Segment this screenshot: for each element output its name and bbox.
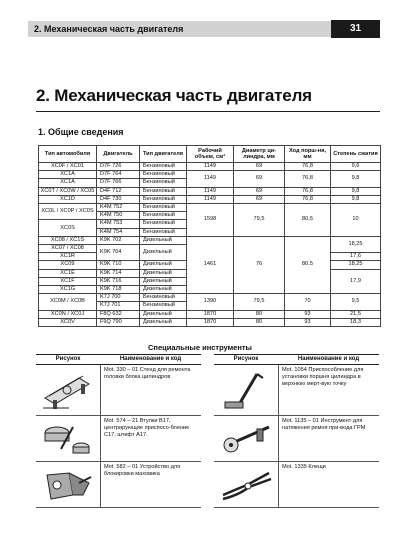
cell-stroke: 93: [285, 310, 331, 318]
cell-car: XC0T / XC0W / XC05: [39, 187, 97, 195]
tool-row: [214, 416, 379, 462]
cell-engine: D7F 764: [97, 171, 140, 179]
cell-ratio: 18,25: [331, 236, 381, 252]
cell-type: Дизельный: [140, 277, 187, 285]
cell-engine: K9K 718: [97, 286, 140, 294]
cell-ratio: 9,8: [331, 171, 381, 187]
table-row: [39, 310, 381, 318]
col-header-engine: Двигатель: [97, 146, 140, 163]
cell-car: XC1R: [39, 253, 97, 261]
cell-car: XC1E: [39, 269, 97, 277]
cell-car: XC1F: [39, 277, 97, 285]
cell-engine: K9K 716: [97, 277, 140, 285]
table-row: [39, 236, 381, 244]
cell-volume: 1870: [187, 318, 234, 326]
cell-bore: 80: [234, 318, 285, 326]
cell-type: Бензиновый: [140, 179, 187, 187]
cell-engine: K7J 701: [97, 302, 140, 310]
running-header-title: 2. Механическая часть двигателя: [34, 24, 184, 34]
cell-bore: 76: [234, 236, 285, 293]
cell-type: Бензиновый: [140, 163, 187, 171]
cell-stroke: 93: [285, 318, 331, 326]
cell-type: Дизельный: [140, 286, 187, 294]
tool-row: [36, 365, 201, 416]
tool-name: Mot. 330 – 01 Стенд для ремонта головки блока цилиндров: [104, 367, 191, 380]
cell-engine: K4M 754: [97, 228, 140, 236]
cell-stroke: 76,8: [285, 171, 331, 187]
cell-car: XC1A: [39, 171, 97, 179]
table-row: [39, 163, 381, 171]
col-header-ratio: Степень сжатия: [331, 146, 381, 163]
cell-ratio: 17,6: [331, 253, 381, 261]
cell-engine: K9K 704: [97, 245, 140, 261]
cell-type: Дизельный: [140, 245, 187, 261]
tool-row: [214, 365, 379, 416]
cell-volume: 1149: [187, 195, 234, 203]
page-number: 31: [331, 20, 380, 38]
table-row: [39, 294, 381, 302]
cell-car: XC07 / XC08: [39, 245, 97, 253]
table-header-row: [39, 146, 381, 163]
cell-bore: 79,5: [234, 294, 285, 310]
table-row: [39, 195, 381, 203]
tool-name: Mot. 1335 Клещи: [282, 464, 326, 470]
cell-volume: 1149: [187, 187, 234, 195]
cell-car: XC1G: [39, 286, 97, 294]
cell-engine: K4M 750: [97, 212, 140, 220]
tools-header: [214, 354, 379, 365]
col-header-stroke: Ход порш-ня, мм: [285, 146, 331, 163]
cell-ratio: 18,25: [331, 261, 381, 269]
centering-sleeves-icon: [36, 416, 101, 461]
flywheel-lock-icon: [36, 462, 101, 507]
cell-bore: 69: [234, 163, 285, 171]
cell-type: Бензиновый: [140, 171, 187, 179]
tool-name: Mot. 582 – 01 Устройство для блокировки маховика: [104, 464, 181, 477]
cell-car: XC1A: [39, 179, 97, 187]
chapter-rule: [36, 111, 380, 112]
tools-col-name: Наименование и код: [119, 356, 182, 362]
col-header-bore: Диаметр ци-линдра, мм: [234, 146, 285, 163]
cell-bore: 80: [234, 310, 285, 318]
cell-volume: 1461: [187, 236, 234, 293]
section-title: 1. Общие сведения: [38, 127, 124, 137]
cell-car: XC0V: [39, 318, 97, 326]
cell-car: XC0M / XC0B: [39, 294, 97, 310]
cell-stroke: 80,5: [285, 204, 331, 237]
chapter-title: 2. Механическая часть двигателя: [36, 86, 312, 105]
cell-bore: 69: [234, 195, 285, 203]
tool-name: Mot. 574 – 21 Втулки B17, центрирующие приспосо-бление C17, штифт A17.: [104, 418, 190, 438]
cell-car: XC1D: [39, 195, 97, 203]
cell-car: XC08 / XC1S: [39, 236, 97, 244]
tools-section-title: Специальные инструменты: [148, 343, 252, 352]
cell-engine: K4M 752: [97, 204, 140, 212]
cell-stroke: 70: [285, 294, 331, 310]
tool-row: [214, 462, 379, 508]
cell-volume: 1149: [187, 163, 234, 171]
cell-engine: K4M 753: [97, 220, 140, 228]
cell-bore: 69: [234, 171, 285, 187]
col-header-volume: Рабочий объем, см³: [187, 146, 234, 163]
cell-ratio: 9,8: [331, 195, 381, 203]
cell-volume: 1870: [187, 310, 234, 318]
cell-engine: D7F 766: [97, 179, 140, 187]
cell-type: Дизельный: [140, 269, 187, 277]
tool-name: Mot. 1135 – 01 Инструмент для натяжения ремня при-вода ГРМ: [282, 418, 366, 431]
tools-table-right: [214, 354, 379, 508]
cell-engine: K9K 702: [97, 236, 140, 244]
cell-type: Дизельный: [140, 236, 187, 244]
repair-stand-icon: [36, 365, 101, 415]
cell-bore: 79,5: [234, 204, 285, 237]
tools-col-picture: Рисунок: [55, 356, 81, 362]
cell-type: Бензиновый: [140, 294, 187, 302]
engine-spec-table: [38, 145, 381, 327]
cell-volume: 1390: [187, 294, 234, 310]
cell-ratio: 9,6: [331, 163, 381, 171]
cell-engine: K9K 714: [97, 269, 140, 277]
cell-type: Бензиновый: [140, 187, 187, 195]
tools-col-name: Наименование и код: [297, 356, 360, 362]
cell-bore: 69: [234, 187, 285, 195]
cell-type: Дизельный: [140, 310, 187, 318]
cell-ratio: 18,3: [331, 318, 381, 326]
table-row: [39, 171, 381, 179]
tools-header: [36, 354, 201, 365]
tool-row: [36, 416, 201, 462]
cell-ratio: 9,8: [331, 187, 381, 195]
table-row: [39, 187, 381, 195]
cell-type: Бензиновый: [140, 228, 187, 236]
cell-type: Бензиновый: [140, 212, 187, 220]
tools-col-picture: Рисунок: [233, 356, 259, 362]
cell-ratio: 10: [331, 204, 381, 237]
cell-stroke: 76,8: [285, 195, 331, 203]
cell-stroke: 80,5: [285, 236, 331, 293]
cell-car: XC09: [39, 261, 97, 269]
cell-type: Дизельный: [140, 261, 187, 269]
cell-engine: D7F 726: [97, 163, 140, 171]
tools-table-left: [36, 354, 201, 508]
cell-engine: F9Q 790: [97, 318, 140, 326]
pliers-icon: [214, 462, 279, 507]
col-header-car-type: Тип автомобиля: [39, 146, 97, 163]
cell-volume: 1149: [187, 171, 234, 187]
cell-volume: 1598: [187, 204, 234, 237]
cell-type: Бензиновый: [140, 195, 187, 203]
cell-type: Бензиновый: [140, 204, 187, 212]
cell-engine: K9K 710: [97, 261, 140, 269]
cell-car: XC0S: [39, 220, 97, 236]
cell-car: XC0N / XC0J: [39, 310, 97, 318]
cell-engine: D4F 712: [97, 187, 140, 195]
cell-ratio: 17,9: [331, 269, 381, 294]
table-row: [39, 204, 381, 212]
cell-engine: K7J 700: [97, 294, 140, 302]
cell-stroke: 76,8: [285, 187, 331, 195]
col-header-engine-type: Тип двигателя: [140, 146, 187, 163]
cell-car: XC0L / XC0P / XC0S: [39, 204, 97, 220]
cell-type: Бензиновый: [140, 220, 187, 228]
cell-ratio: 21,5: [331, 310, 381, 318]
cell-stroke: 76,8: [285, 163, 331, 171]
cell-engine: D4F 730: [97, 195, 140, 203]
cell-engine: F8Q 632: [97, 310, 140, 318]
belt-tensioner-icon: [214, 416, 279, 461]
cell-car: XC0F / XC01: [39, 163, 97, 171]
cell-type: Дизельный: [140, 318, 187, 326]
cell-ratio: 9,5: [331, 294, 381, 310]
tool-name: Mot. 1054 Приспособление для установки поршня цилиндра в верхнюю мерт-вую точку: [282, 367, 364, 387]
cell-type: Бензиновый: [140, 302, 187, 310]
tool-row: [36, 462, 201, 508]
table-row: [39, 318, 381, 326]
tdc-pin-icon: [214, 365, 279, 415]
